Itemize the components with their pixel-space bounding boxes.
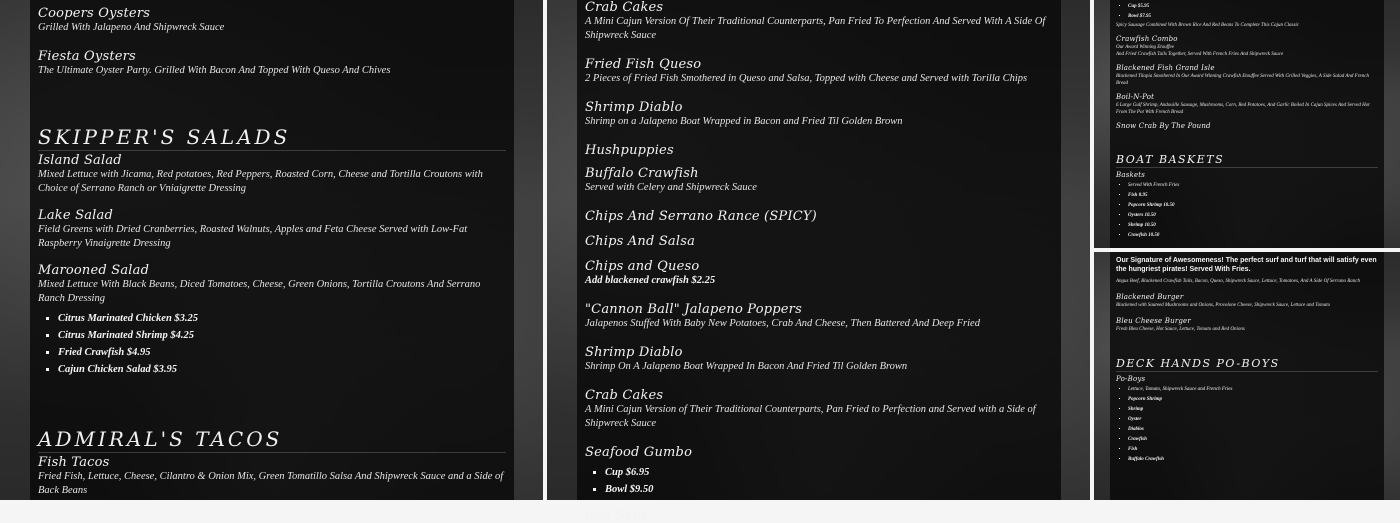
item-description: Blackened with Sauteed Mushrooms and Onions, Provolone Cheese, Shipwreck Sauce, Lettuce and Tomato [1116, 303, 1331, 308]
item-description: Served with Celery and Shipwreck Sauce [585, 182, 757, 193]
list-item: ▪ Bowl $7.95 [1128, 12, 1378, 22]
menu-item-crawfish-combo [1116, 35, 1378, 58]
menu-column [577, 0, 1061, 523]
item-description: And Fried Crawfish Tails Together, Served With French Fries And Shipwreck Sauce [1116, 52, 1284, 57]
menu-column [1110, 0, 1384, 248]
menu-item-shrimp-diablo-2 [585, 345, 1053, 374]
list-item: ▪ Popcorn Shrimp [1128, 395, 1378, 405]
item-description: Shrimp on a Jalapeno Boat Wrapped in Bacon and Fried Til Golden Brown [585, 116, 903, 127]
item-addon: Add blackened crawfish $2.25 [585, 275, 716, 286]
basket-list [1116, 181, 1378, 241]
menu-item-bleu-cheese-burger [1116, 317, 1378, 333]
list-item: ▪ Popcorn Shrimp 10.50 [1128, 201, 1378, 211]
menu-item-fried-fish-queso [585, 57, 1053, 86]
signature-description: Our Signature of Awesomeness! The perfect surf and turf that will satisfy even the hungriest pirates! Served With Fries. [1116, 257, 1377, 273]
list-item: ▪ Cup $6.95 [605, 464, 1053, 481]
menu-item-chips-serrano: Chips And Serrano Rance (SPICY) [585, 209, 817, 224]
menu-item-grand-isle [1116, 64, 1378, 87]
menu-item-hushpuppies: Hushpuppies [585, 143, 674, 158]
list-item: ▪ Diablos [1128, 425, 1378, 435]
menu-item-crab-cakes [585, 0, 1053, 43]
item-description: 2 Pieces of Fried Fish Smothered in Queso and Salsa, Topped with Cheese and Served with Torilla Chips [585, 73, 1028, 84]
menu-item-boil-n-pot [1116, 93, 1378, 116]
menu-panel-appetizers [547, 0, 1090, 523]
item-title: Po-Boys [1116, 375, 1146, 383]
list-item: ▪ Fish [1128, 445, 1378, 455]
item-title: Baskets [1116, 171, 1146, 179]
item-description: Jalapenos Stuffed With Baby New Potatoes, Crab And Cheese, Then Battered And Deep Fried [585, 318, 980, 329]
menu-item-blackened-burger [1116, 293, 1378, 309]
list-item: ▪ Lettuce, Tomato, Shipwreck Sauce and French Fries [1128, 385, 1378, 395]
section-heading-tacos: ADMIRAL'S TACOS [38, 424, 506, 453]
item-title: Bleu Cheese Burger [1116, 317, 1191, 325]
item-title: Blackened Burger [1116, 293, 1184, 301]
item-title: Island Salad [38, 153, 122, 168]
item-description: Fried Fish, Lettuce, Cheese, Cilantro & Onion Mix, Green Tomatillo Salsa And Shipwreck Sauce and a Side of Back Beans [38, 471, 504, 496]
item-title: Crawfish Combo [1116, 35, 1178, 43]
list-item: ▪ Fish 8.95 [1128, 191, 1378, 201]
item-description: Fresh Bleu Cheese, Hot Sauce, Lettuce, Tomato and Red Onions [1116, 327, 1245, 332]
item-description: 6 Large Gulf Shrimp, Andouille Sausage, Mushrooms, Corn, Red Potatoes, And Garlic Boiled In Cajun Spices And Served Hot From The Pot With French Bread [1116, 103, 1370, 115]
list-item: ▪ Buffalo Crawfish [1128, 455, 1378, 465]
item-title: Shrimp Diablo [585, 345, 683, 360]
item-title: Fiesta Oysters [38, 49, 136, 64]
item-description: The Ultimate Oyster Party. Grilled With Bacon And Topped With Queso And Chives [38, 65, 391, 76]
item-title: Fried Fish Queso [585, 57, 702, 72]
item-description: Spicy Sausage Combined With Brown Rice And Red Beans To Complete This Cajun Classic [1116, 23, 1300, 28]
list-item: ▪ Cup $5.95 [1128, 2, 1378, 12]
item-description: A Mini Cajun Version of Their Traditional Counterparts, Pan Fried to Perfection and Served with a Side of Shipwreck Sauce [585, 404, 1036, 429]
item-title: Crab Cakes [585, 0, 664, 15]
item-title: Lake Salad [38, 208, 113, 223]
item-title: Seafood Gumbo [585, 445, 693, 460]
item-title: Buffalo Crawfish [585, 166, 699, 181]
item-title: "Cannon Ball" Jalapeno Poppers [585, 302, 802, 317]
section-heading-poboys: DECK HANDS PO-BOYS [1116, 357, 1378, 372]
list-item: ▪ Crawfish [1128, 435, 1378, 445]
section-heading-baskets: BOAT BASKETS [1116, 153, 1378, 168]
poboy-list [1116, 385, 1378, 465]
list-item: ▪ Oysters 10.50 [1128, 211, 1378, 221]
list-item: ▪ Shrimp 10.50 [1128, 221, 1378, 231]
item-title: Shrimp Diablo [585, 100, 683, 115]
item-title: Marooned Salad [38, 263, 150, 278]
list-item: ▪ Fried Crawfish $4.95 [58, 344, 506, 361]
item-description: Mixed Lettuce With Black Beans, Diced Tomatoes, Cheese, Green Onions, Tortilla Croutons And Serrano Ranch Dressing [38, 279, 481, 304]
menu-column [30, 0, 514, 500]
item-description: A Mini Cajun Version Of Their Traditional Counterparts, Pan Fried To Perfection And Served With A Side Of Shipwreck Sauce [585, 16, 1046, 41]
item-title: Coopers Oysters [38, 6, 151, 21]
menu-item-chips-queso [585, 259, 1053, 288]
list-item: ▪ Oyster [1128, 415, 1378, 425]
item-title: Boil-N-Pot [1116, 93, 1155, 101]
list-item: ▪ Bowl $9.50 [605, 481, 1053, 498]
size-list [1116, 2, 1378, 22]
item-description: Shrimp On A Jalapeno Boat Wrapped In Bacon And Fried Til Golden Brown [585, 361, 908, 372]
item-description: Angus Beef, Blackened Crawfish Tails, Bacon, Queso, Shipwreck Sauce, Lettuce, Tomatoes, And A Side Of Serrano Ranch [1116, 279, 1361, 284]
menu-panel-oysters-salads [0, 0, 543, 500]
size-list [585, 464, 1053, 498]
menu-column [1110, 252, 1384, 500]
item-description: Mixed Lettuce with Jicama, Red potatoes, Red Peppers, Roasted Corn, Cheese and Tortilla Croutons with Choice of Serrano Ranch or Vniaigrette Dressing [38, 169, 483, 194]
menu-item-fish-tacos [38, 455, 506, 498]
item-description: Our Award Winning Etouffee [1116, 45, 1174, 50]
item-title: Chips and Queso [585, 259, 700, 274]
menu-item-chips-salsa: Chips And Salsa [585, 234, 696, 249]
menu-item-fiesta-oysters [38, 49, 506, 78]
menu-item-crab-cakes-2 [585, 388, 1053, 431]
section-heading-salads: SKIPPER'S SALADS [38, 122, 506, 151]
menu-item-buffalo-crawfish [585, 166, 1053, 195]
menu-item-island-salad [38, 153, 506, 196]
item-title: Blackened Fish Grand Isle [1116, 64, 1215, 72]
menu-item-seafood-gumbo [585, 445, 1053, 498]
list-item: ▪ Citrus Marinated Shrimp $4.25 [58, 327, 506, 344]
list-item: ▪ Cajun Chicken Salad $3.95 [58, 361, 506, 378]
menu-item-snow-crab: Snow Crab By The Pound [1116, 122, 1211, 130]
item-description: Blackened Tilapia Smothered In Our Award Winning Crawfish Etouffee Served With Grilled Veggies, A Side Salad And French Bread [1116, 74, 1369, 86]
menu-panel-entrees-baskets [1094, 0, 1400, 248]
list-item: ▪ Crawfish 10.50 [1128, 231, 1378, 241]
list-item: ▪ Citrus Marinated Chicken $3.25 [58, 310, 506, 327]
item-title: Crab Cakes [585, 388, 664, 403]
menu-item-marooned-salad [38, 263, 506, 378]
menu-panel-burgers-poboys [1094, 252, 1400, 500]
menu-item-jalapeno-poppers [585, 302, 1053, 331]
menu-item-lake-salad [38, 208, 506, 251]
addon-list [38, 310, 506, 378]
item-description: Field Greens with Dried Cranberries, Roasted Walnuts, Apples and Feta Cheese Served with Low-Fat Raspberry Vinaigrette Dressing [38, 224, 468, 249]
item-description: Grilled With Jalapeno And Shipwreck Sauce [38, 22, 225, 33]
menu-item-coopers-oysters [38, 6, 506, 35]
item-title: Fish Tacos [38, 455, 110, 470]
menu-item-cutoff: Red Skin [585, 508, 646, 523]
list-item: ▪ Shrimp [1128, 405, 1378, 415]
list-item: ▪ Served With French Fries [1128, 181, 1378, 191]
menu-item-shrimp-diablo [585, 100, 1053, 129]
